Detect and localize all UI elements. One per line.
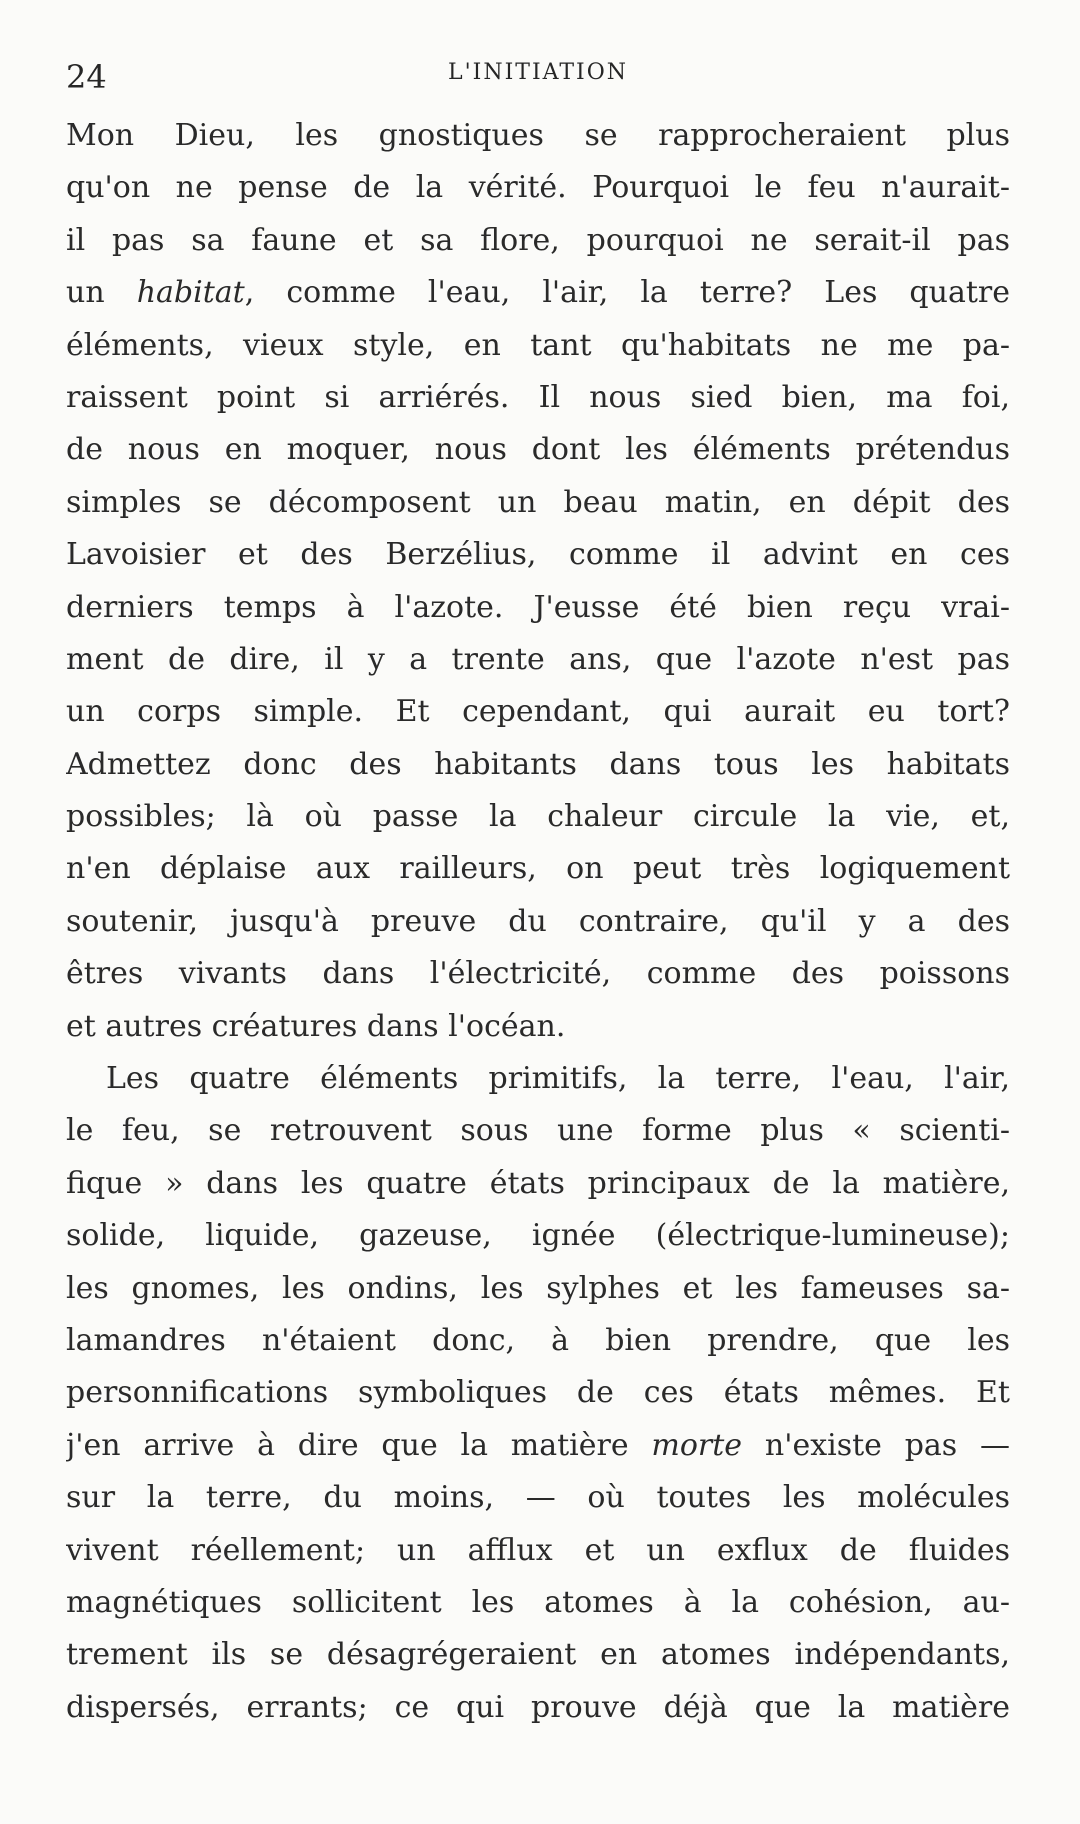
text-line: un corps simple. Et cependant, qui aurait eu tort? [66, 694, 1010, 730]
text-line: Lavoisier et des Berzélius, comme il advint en ces [66, 537, 1010, 573]
body-text [66, 110, 1010, 1734]
italic-word: morte [651, 1427, 743, 1463]
text-line: les gnomes, les ondins, les sylphes et les fameuses sa- [66, 1270, 1010, 1306]
text-line: personnifications symboliques de ces états mêmes. Et [66, 1375, 1010, 1411]
text-line: éléments, vieux style, en tant qu'habitats ne me pa- [66, 327, 1010, 363]
running-title: L'INITIATION [448, 60, 628, 85]
text-line: qu'on ne pense de la vérité. Pourquoi le feu n'aurait- [66, 170, 1010, 206]
text-line [66, 1420, 1010, 1472]
text-line: Mon Dieu, les gnostiques se rapprocheraient plus [66, 118, 1010, 153]
text-line: fique » dans les quatre états principaux de la matière, [66, 1165, 1010, 1201]
text-line: magnétiques sollicitent les atomes à la cohésion, au- [66, 1584, 1010, 1620]
page-number: 24 [66, 58, 107, 96]
text-segment: un [66, 275, 137, 311]
text-line: il pas sa faune et sa flore, pourquoi ne serait-il pas [66, 222, 1010, 258]
text-line: vivent réellement; un afflux et un exflux de fluides [66, 1532, 1010, 1568]
text-line: derniers temps à l'azote. J'eusse été bien reçu vrai- [66, 589, 1010, 625]
paragraph-1 [66, 110, 1010, 1053]
text-line: n'en déplaise aux railleurs, on peut très logiquement [66, 851, 1010, 887]
page-header [66, 48, 1010, 98]
text-line: le feu, se retrouvent sous une forme plus « scienti- [66, 1113, 1010, 1149]
text-line: Les quatre éléments primitifs, la terre, l'eau, l'air, [106, 1061, 1010, 1097]
text-line: raissent point si arriérés. Il nous sied bien, ma foi, [66, 379, 1010, 415]
text-line: Admettez donc des habitants dans tous les habitats [66, 746, 1010, 782]
text-line: êtres vivants dans l'électricité, comme des poissons [66, 956, 1010, 992]
text-line: possibles; là où passe la chaleur circule la vie, et, [66, 799, 1010, 835]
text-line: lamandres n'étaient donc, à bien prendre, que les [66, 1322, 1010, 1358]
text-line: trement ils se désagrégeraient en atomes indépendants, [66, 1637, 1010, 1673]
text-line: simples se décomposent un beau matin, en dépit des [66, 484, 1010, 520]
text-line: sur la terre, du moins, — où toutes les molécules [66, 1480, 1010, 1516]
paragraph-2 [66, 1053, 1010, 1734]
text-line: solide, liquide, gazeuse, ignée (électrique-lumineuse); [66, 1218, 1010, 1254]
italic-word: habitat [136, 275, 245, 311]
text-line [66, 267, 1010, 319]
text-line: et autres créatures dans l'océan. [66, 1008, 566, 1044]
text-segment: , comme l'eau, l'air, la terre? Les quatre [244, 275, 1010, 311]
text-line: soutenir, jusqu'à preuve du contraire, qu'il y a des [66, 903, 1010, 939]
text-segment: j'en arrive à dire que la matière [66, 1427, 652, 1463]
text-line: ment de dire, il y a trente ans, que l'azote n'est pas [66, 641, 1010, 677]
text-line: de nous en moquer, nous dont les éléments prétendus [66, 432, 1010, 468]
text-segment: n'existe pas — [742, 1427, 1010, 1463]
text-line: dispersés, errants; ce qui prouve déjà que la matière [66, 1689, 1010, 1725]
